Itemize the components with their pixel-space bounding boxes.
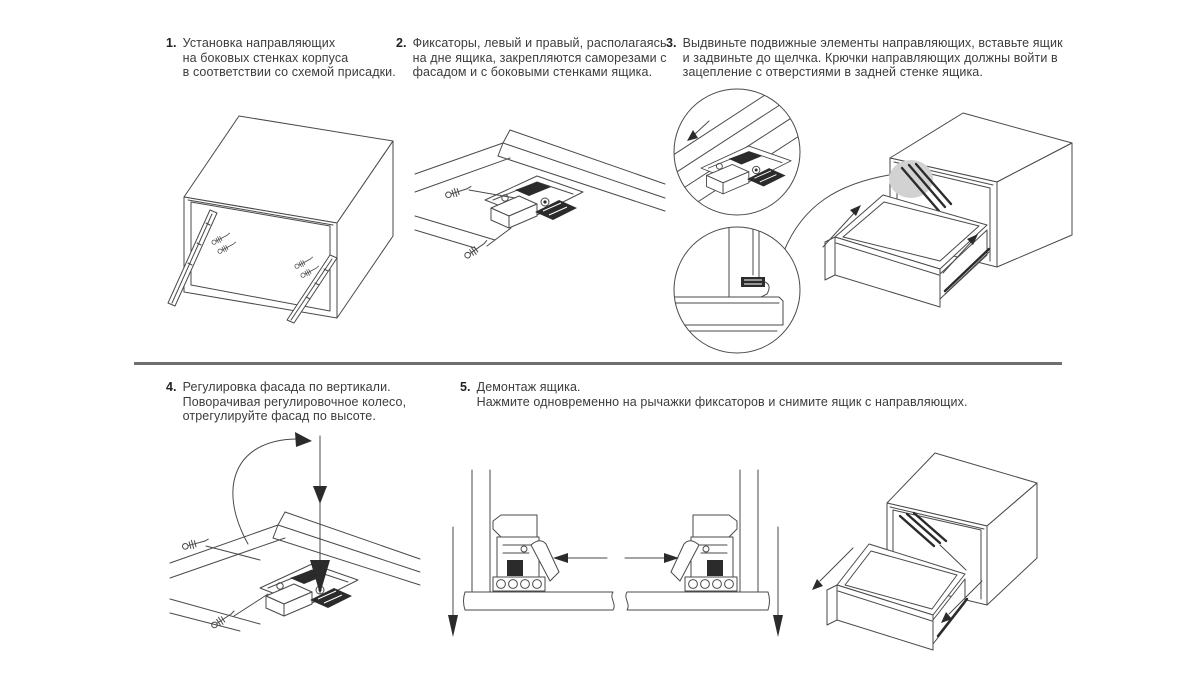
step2-line2: на дне ящика, закрепляются саморезами с <box>412 50 667 65</box>
step5-line1: Демонтаж ящика. <box>476 380 581 394</box>
step3-line1: Выдвиньте подвижные элементы направляющих, вставьте ящик <box>682 36 1063 50</box>
step3-line2: и задвиньте до щелчка. Крючки направляющих должны войти в <box>682 50 1058 65</box>
step5-line2: Нажмите одновременно на рычажки фиксаторов и снимите ящик с направляющих. <box>476 394 968 409</box>
step2-line1: Фиксаторы, левый и правый, располагаясь <box>412 36 667 50</box>
step1-text <box>166 36 396 80</box>
step1-line1: Установка направляющих <box>182 36 336 50</box>
step2-text <box>396 36 667 80</box>
step2-number: 2. <box>396 36 407 50</box>
step5-number: 5. <box>460 380 471 394</box>
step4-line2: Поворачивая регулировочное колесо, <box>182 394 407 409</box>
step2-line3: фасадом и с боковыми стенками ящика. <box>412 65 653 79</box>
step1-line2: на боковых стенках корпуса <box>182 50 349 65</box>
step3-diagram <box>655 85 1085 377</box>
step4-text <box>166 380 406 424</box>
step1-number: 1. <box>166 36 177 50</box>
step1-line3: в соответствии со схемой присадки. <box>182 65 396 79</box>
step1-diagram <box>150 92 420 344</box>
step4-line1: Регулировка фасада по вертикали. <box>182 380 391 394</box>
step5-text <box>460 380 968 409</box>
step4-number: 4. <box>166 380 177 394</box>
step5-front-view-diagram <box>440 445 800 657</box>
step4-diagram <box>160 424 420 664</box>
step3-text <box>666 36 1063 80</box>
step4-line3: отрегулируйте фасад по высоте. <box>182 409 376 423</box>
step3-line3: зацепление с отверстиями в задней стенке ящика. <box>682 65 983 79</box>
step2-diagram <box>415 98 665 320</box>
step5-removal-diagram <box>790 438 1090 673</box>
step3-number: 3. <box>666 36 677 50</box>
